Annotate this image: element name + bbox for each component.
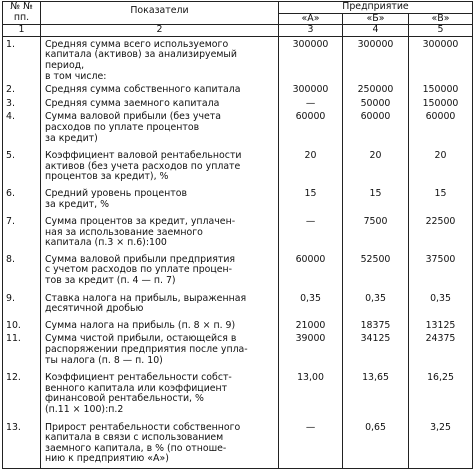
header-enterprise-b: «Б» [343, 13, 409, 25]
value-enterprise-a: 0,35 [279, 290, 343, 318]
value-enterprise-a: — [279, 99, 343, 113]
table-row [3, 147, 473, 186]
value-enterprise-b: 250000 [343, 85, 409, 99]
value-enterprise-c: 300000 [409, 36, 473, 85]
row-indicator: Сумма валовой прибыли предприятия с учетом расходов по уплате процен- тов за кредит (п. 4 — п. 7) [41, 252, 279, 290]
value-enterprise-b: 34125 [343, 334, 409, 369]
row-number: 13. [3, 419, 41, 469]
value-enterprise-c: 13125 [409, 318, 473, 335]
table-row [3, 318, 473, 335]
value-enterprise-c: 16,25 [409, 369, 473, 418]
table-row [3, 290, 473, 318]
row-indicator: Сумма чистой прибыли, остающейся в распоряжении предприятия после упла- ты налога (п. 8 — п. 10) [41, 334, 279, 369]
value-enterprise-c: 15 [409, 186, 473, 213]
value-enterprise-a: — [279, 419, 343, 469]
row-indicator: Средняя сумма заемного капитала [41, 99, 279, 113]
value-enterprise-a: 60000 [279, 112, 343, 147]
column-number: 2 [41, 25, 279, 37]
value-enterprise-c: 150000 [409, 99, 473, 113]
table-row [3, 334, 473, 369]
row-number: 10. [3, 318, 41, 335]
row-number: 3. [3, 99, 41, 113]
value-enterprise-b: 13,65 [343, 369, 409, 418]
table-row [3, 419, 473, 469]
value-enterprise-c: 24375 [409, 334, 473, 369]
row-number: 4. [3, 112, 41, 147]
value-enterprise-b: 7500 [343, 213, 409, 252]
value-enterprise-a: 20 [279, 147, 343, 186]
value-enterprise-a: 15 [279, 186, 343, 213]
row-number: 11. [3, 334, 41, 369]
row-indicator: Прирост рентабельности собственного капитала в связи с использованием заемного капитала, в % (по отноше- нию к предприятию «А») [41, 419, 279, 469]
value-enterprise-b: 15 [343, 186, 409, 213]
table-row [3, 186, 473, 213]
table-row [3, 213, 473, 252]
value-enterprise-c: 60000 [409, 112, 473, 147]
column-number: 5 [409, 25, 473, 37]
column-number: 1 [3, 25, 41, 37]
table-row [3, 36, 473, 85]
row-indicator: Коэффициент рентабельности собст- венного капитала или коэффициент финансовой рентабельности, % (п.11 × 100):п.2 [41, 369, 279, 418]
value-enterprise-c: 150000 [409, 85, 473, 99]
value-enterprise-c: 20 [409, 147, 473, 186]
row-indicator: Ставка налога на прибыль, выраженная десятичной дробью [41, 290, 279, 318]
value-enterprise-a: 300000 [279, 85, 343, 99]
value-enterprise-a: 39000 [279, 334, 343, 369]
row-indicator: Коэффициент валовой рентабельности активов (без учета расходов по уплате процентов за кредит), % [41, 147, 279, 186]
value-enterprise-b: 0,65 [343, 419, 409, 469]
value-enterprise-a: 60000 [279, 252, 343, 290]
table-row [3, 252, 473, 290]
value-enterprise-b: 20 [343, 147, 409, 186]
row-number: 1. [3, 36, 41, 85]
value-enterprise-b: 18375 [343, 318, 409, 335]
row-indicator: Средняя сумма всего используемого капитала (активов) за анализируемый период, в том числе: [41, 36, 279, 85]
value-enterprise-b: 0,35 [343, 290, 409, 318]
value-enterprise-c: 22500 [409, 213, 473, 252]
row-indicator: Средний уровень процентов за кредит, % [41, 186, 279, 213]
column-number: 4 [343, 25, 409, 37]
row-number: 7. [3, 213, 41, 252]
header-enterprise-a: «А» [279, 13, 343, 25]
row-indicator: Сумма налога на прибыль (п. 8 × п. 9) [41, 318, 279, 335]
value-enterprise-b: 300000 [343, 36, 409, 85]
value-enterprise-b: 52500 [343, 252, 409, 290]
value-enterprise-a: 13,00 [279, 369, 343, 418]
value-enterprise-c: 37500 [409, 252, 473, 290]
row-number: 2. [3, 85, 41, 99]
row-number: 12. [3, 369, 41, 418]
header-enterprise: Предприятие [279, 2, 473, 14]
row-number: 5. [3, 147, 41, 186]
value-enterprise-c: 3,25 [409, 419, 473, 469]
column-number-row [3, 25, 473, 37]
value-enterprise-a: — [279, 213, 343, 252]
row-number: 8. [3, 252, 41, 290]
value-enterprise-b: 60000 [343, 112, 409, 147]
value-enterprise-b: 50000 [343, 99, 409, 113]
header-enterprise-c: «В» [409, 13, 473, 25]
row-indicator: Сумма процентов за кредит, уплачен- ная за использование заемного капитала (п.3 × п.6):100 [41, 213, 279, 252]
table-row [3, 112, 473, 147]
row-indicator: Сумма валовой прибыли (без учета расходов по уплате процентов за кредит) [41, 112, 279, 147]
row-number: 6. [3, 186, 41, 213]
value-enterprise-a: 21000 [279, 318, 343, 335]
row-indicator: Средняя сумма собственного капитала [41, 85, 279, 99]
financial-table [2, 1, 473, 469]
table-row [3, 85, 473, 99]
document-page [2, 1, 472, 465]
header-indicators: Показатели [41, 2, 279, 25]
header-num: № № пп. [3, 2, 41, 25]
table-row [3, 99, 473, 113]
table-row [3, 369, 473, 418]
value-enterprise-c: 0,35 [409, 290, 473, 318]
column-number: 3 [279, 25, 343, 37]
value-enterprise-a: 300000 [279, 36, 343, 85]
row-number: 9. [3, 290, 41, 318]
